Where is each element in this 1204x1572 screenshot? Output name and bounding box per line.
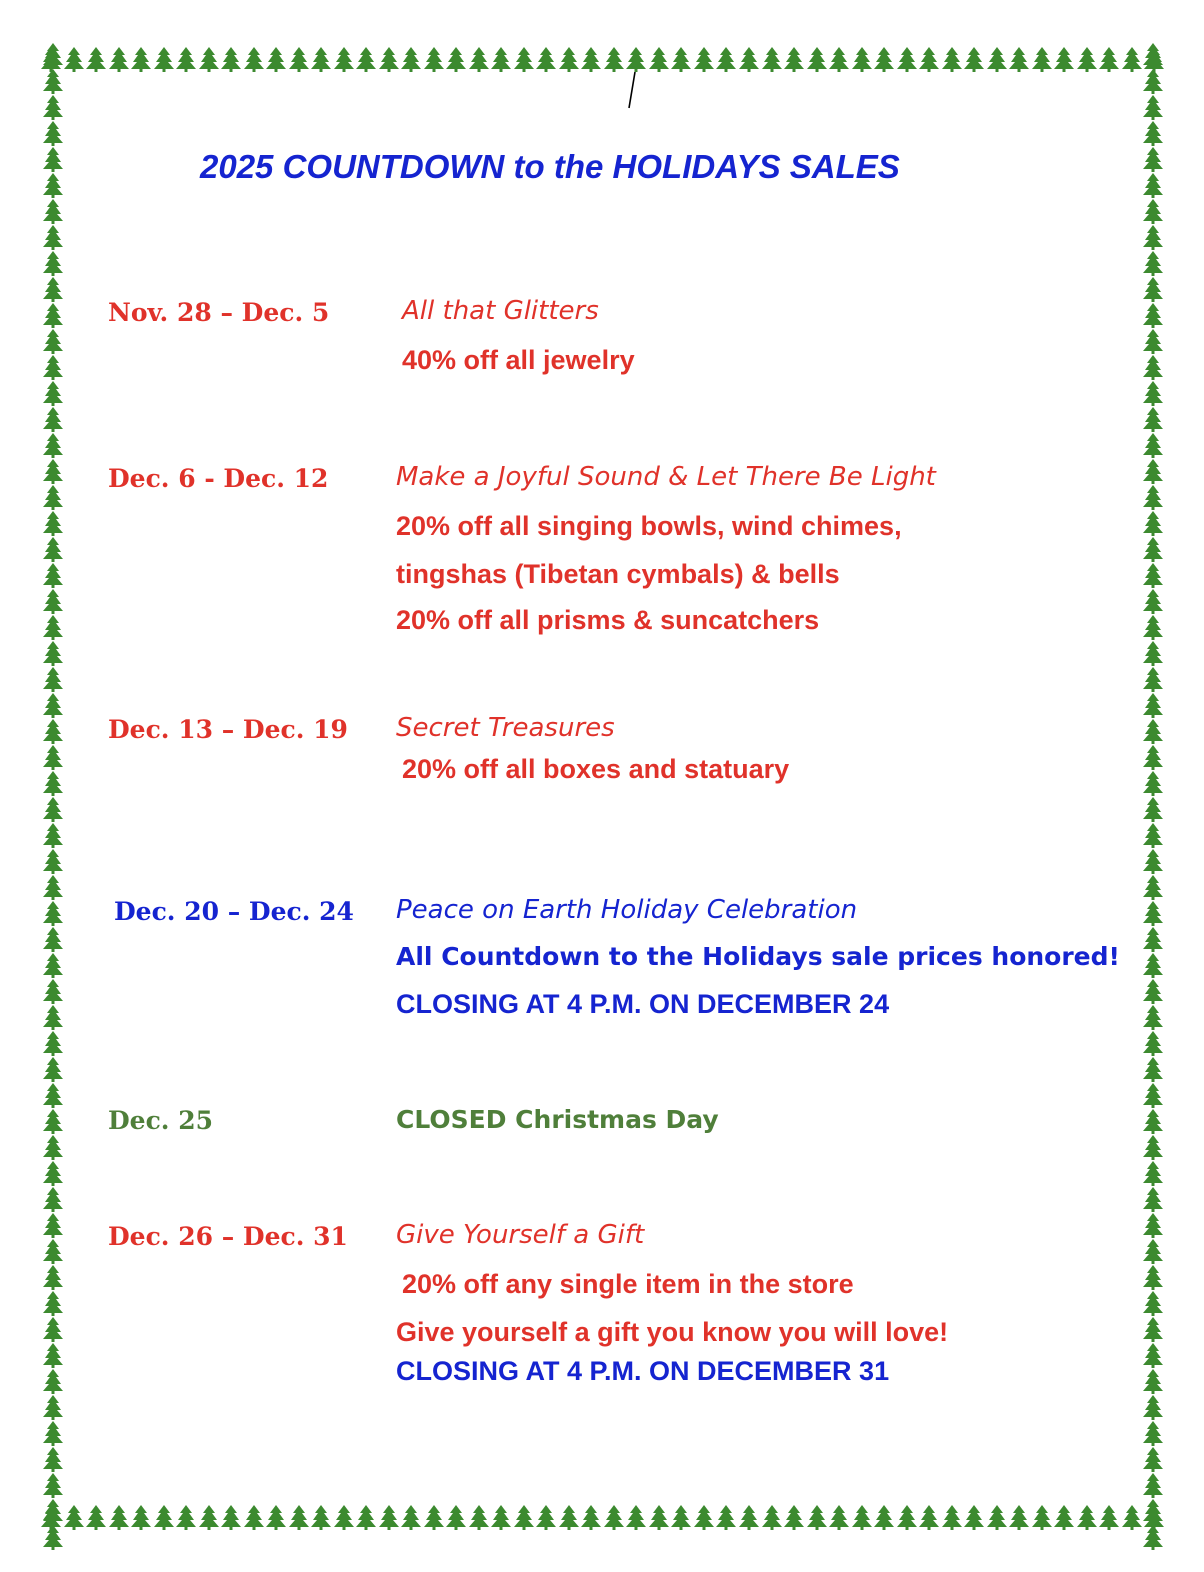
- section-4-theme: Peace on Earth Holiday Celebration: [396, 895, 858, 925]
- christmas-tree-icon: [445, 1504, 467, 1530]
- christmas-tree-icon: [1053, 46, 1075, 72]
- christmas-tree-icon: [1142, 1472, 1164, 1498]
- christmas-tree-icon: [42, 328, 64, 354]
- christmas-tree-icon: [42, 1394, 64, 1420]
- christmas-tree-icon: [42, 848, 64, 874]
- christmas-tree-icon: [558, 1504, 580, 1530]
- christmas-tree-icon: [42, 1498, 64, 1524]
- christmas-tree-icon: [1142, 926, 1164, 952]
- christmas-tree-icon: [580, 1504, 602, 1530]
- christmas-tree-icon: [828, 1504, 850, 1530]
- christmas-tree-icon: [42, 380, 64, 406]
- christmas-tree-icon: [42, 1212, 64, 1238]
- christmas-tree-icon: [1142, 1264, 1164, 1290]
- christmas-tree-icon: [873, 46, 895, 72]
- christmas-tree-icon: [1008, 46, 1030, 72]
- christmas-tree-icon: [1076, 1504, 1098, 1530]
- christmas-tree-icon: [445, 46, 467, 72]
- christmas-tree-icon: [42, 1108, 64, 1134]
- christmas-tree-icon: [42, 614, 64, 640]
- christmas-tree-icon: [1142, 978, 1164, 1004]
- christmas-tree-icon: [1142, 1212, 1164, 1238]
- christmas-tree-icon: [198, 1504, 220, 1530]
- christmas-tree-icon: [42, 198, 64, 224]
- christmas-tree-icon: [1142, 406, 1164, 432]
- christmas-tree-icon: [42, 1134, 64, 1160]
- christmas-tree-icon: [828, 46, 850, 72]
- christmas-tree-icon: [1098, 1504, 1120, 1530]
- christmas-tree-icon: [806, 46, 828, 72]
- section-2-promo-1: 20% off all singing bowls, wind chimes,: [396, 511, 902, 541]
- christmas-tree-icon: [986, 1504, 1008, 1530]
- christmas-tree-icon: [896, 46, 918, 72]
- christmas-tree-icon: [761, 1504, 783, 1530]
- christmas-tree-icon: [108, 46, 130, 72]
- christmas-tree-icon: [1053, 1504, 1075, 1530]
- christmas-tree-icon: [42, 1316, 64, 1342]
- christmas-tree-icon: [130, 1504, 152, 1530]
- christmas-tree-icon: [42, 302, 64, 328]
- christmas-tree-icon: [243, 46, 265, 72]
- christmas-tree-icon: [1142, 848, 1164, 874]
- slash-mark: [627, 70, 637, 110]
- christmas-tree-icon: [153, 46, 175, 72]
- christmas-tree-icon: [1142, 250, 1164, 276]
- section-3-promo: 20% off all boxes and statuary: [402, 754, 790, 784]
- christmas-tree-icon: [670, 46, 692, 72]
- christmas-tree-icon: [1142, 1290, 1164, 1316]
- christmas-tree-icon: [1142, 588, 1164, 614]
- christmas-tree-icon: [1076, 46, 1098, 72]
- christmas-tree-icon: [175, 1504, 197, 1530]
- christmas-tree-icon: [85, 1504, 107, 1530]
- christmas-tree-icon: [1142, 666, 1164, 692]
- christmas-tree-icon: [130, 46, 152, 72]
- christmas-tree-icon: [603, 1504, 625, 1530]
- christmas-tree-icon: [535, 46, 557, 72]
- christmas-tree-icon: [1142, 536, 1164, 562]
- christmas-tree-icon: [42, 1420, 64, 1446]
- christmas-tree-icon: [1142, 1108, 1164, 1134]
- christmas-tree-icon: [1142, 1498, 1164, 1524]
- christmas-tree-icon: [490, 46, 512, 72]
- christmas-tree-icon: [1142, 172, 1164, 198]
- section-3-date: Dec. 13 – Dec. 19: [108, 715, 348, 744]
- christmas-tree-icon: [738, 1504, 760, 1530]
- christmas-tree-icon: [648, 46, 670, 72]
- christmas-tree-icon: [1098, 46, 1120, 72]
- christmas-tree-icon: [468, 46, 490, 72]
- christmas-tree-icon: [85, 46, 107, 72]
- christmas-tree-icon: [220, 1504, 242, 1530]
- section-5-date: Dec. 25: [108, 1106, 214, 1135]
- christmas-tree-icon: [783, 1504, 805, 1530]
- tree-border-right: [1138, 42, 1168, 1530]
- christmas-tree-icon: [42, 1290, 64, 1316]
- christmas-tree-icon: [42, 1524, 64, 1550]
- christmas-tree-icon: [42, 666, 64, 692]
- christmas-tree-icon: [42, 952, 64, 978]
- section-6-promo-1: 20% off any single item in the store: [402, 1269, 854, 1299]
- christmas-tree-icon: [333, 1504, 355, 1530]
- christmas-tree-icon: [1142, 1134, 1164, 1160]
- christmas-tree-icon: [1031, 46, 1053, 72]
- christmas-tree-icon: [42, 1056, 64, 1082]
- christmas-tree-icon: [1142, 900, 1164, 926]
- christmas-tree-icon: [715, 46, 737, 72]
- christmas-tree-icon: [1142, 1160, 1164, 1186]
- christmas-tree-icon: [1142, 744, 1164, 770]
- christmas-tree-icon: [310, 46, 332, 72]
- section-6-date: Dec. 26 – Dec. 31: [108, 1222, 348, 1251]
- section-5-theme: CLOSED Christmas Day: [396, 1105, 719, 1134]
- christmas-tree-icon: [400, 46, 422, 72]
- christmas-tree-icon: [42, 692, 64, 718]
- christmas-tree-icon: [941, 46, 963, 72]
- christmas-tree-icon: [42, 458, 64, 484]
- christmas-tree-icon: [986, 46, 1008, 72]
- christmas-tree-icon: [42, 250, 64, 276]
- christmas-tree-icon: [220, 46, 242, 72]
- christmas-tree-icon: [1142, 354, 1164, 380]
- section-2-promo-3: 20% off all prisms & suncatchers: [396, 605, 820, 635]
- christmas-tree-icon: [535, 1504, 557, 1530]
- christmas-tree-icon: [42, 1368, 64, 1394]
- christmas-tree-icon: [42, 1030, 64, 1056]
- christmas-tree-icon: [1142, 42, 1164, 68]
- christmas-tree-icon: [1142, 328, 1164, 354]
- christmas-tree-icon: [1142, 874, 1164, 900]
- christmas-tree-icon: [42, 822, 64, 848]
- christmas-tree-icon: [1142, 510, 1164, 536]
- christmas-tree-icon: [42, 744, 64, 770]
- section-4-closing: CLOSING AT 4 P.M. ON DECEMBER 24: [396, 989, 890, 1019]
- christmas-tree-icon: [580, 46, 602, 72]
- christmas-tree-icon: [558, 46, 580, 72]
- christmas-tree-icon: [42, 510, 64, 536]
- christmas-tree-icon: [42, 68, 64, 94]
- christmas-tree-icon: [1142, 458, 1164, 484]
- christmas-tree-icon: [1142, 1394, 1164, 1420]
- christmas-tree-icon: [42, 536, 64, 562]
- tree-border-top: [40, 42, 1166, 72]
- christmas-tree-icon: [42, 484, 64, 510]
- christmas-tree-icon: [42, 640, 64, 666]
- section-2-date: Dec. 6 - Dec. 12: [108, 464, 329, 493]
- christmas-tree-icon: [918, 1504, 940, 1530]
- christmas-tree-icon: [963, 46, 985, 72]
- christmas-tree-icon: [355, 46, 377, 72]
- christmas-tree-icon: [1142, 120, 1164, 146]
- section-2-promo-2: tingshas (Tibetan cymbals) & bells: [396, 559, 840, 589]
- christmas-tree-icon: [715, 1504, 737, 1530]
- christmas-tree-icon: [175, 46, 197, 72]
- section-3-theme: Secret Treasures: [396, 713, 615, 743]
- christmas-tree-icon: [963, 1504, 985, 1530]
- christmas-tree-icon: [1142, 94, 1164, 120]
- christmas-tree-icon: [806, 1504, 828, 1530]
- section-6-theme: Give Yourself a Gift: [396, 1220, 645, 1250]
- christmas-tree-icon: [42, 172, 64, 198]
- christmas-tree-icon: [42, 900, 64, 926]
- christmas-tree-icon: [42, 94, 64, 120]
- christmas-tree-icon: [42, 276, 64, 302]
- christmas-tree-icon: [42, 796, 64, 822]
- page-title: 2025 COUNTDOWN to the HOLIDAYS SALES: [200, 148, 900, 185]
- christmas-tree-icon: [1142, 432, 1164, 458]
- christmas-tree-icon: [42, 1446, 64, 1472]
- christmas-tree-icon: [1142, 484, 1164, 510]
- christmas-tree-icon: [625, 1504, 647, 1530]
- christmas-tree-icon: [1142, 1420, 1164, 1446]
- christmas-tree-icon: [1142, 224, 1164, 250]
- christmas-tree-icon: [1008, 1504, 1030, 1530]
- christmas-tree-icon: [513, 46, 535, 72]
- christmas-tree-icon: [42, 42, 64, 68]
- christmas-tree-icon: [1142, 640, 1164, 666]
- christmas-tree-icon: [288, 46, 310, 72]
- tree-border-left: [38, 42, 68, 1530]
- section-1-theme: All that Glitters: [402, 296, 599, 326]
- christmas-tree-icon: [42, 770, 64, 796]
- christmas-tree-icon: [243, 1504, 265, 1530]
- christmas-tree-icon: [1031, 1504, 1053, 1530]
- christmas-tree-icon: [1142, 1368, 1164, 1394]
- christmas-tree-icon: [1142, 302, 1164, 328]
- christmas-tree-icon: [310, 1504, 332, 1530]
- christmas-tree-icon: [42, 1264, 64, 1290]
- christmas-tree-icon: [42, 354, 64, 380]
- christmas-tree-icon: [265, 46, 287, 72]
- christmas-tree-icon: [738, 46, 760, 72]
- christmas-tree-icon: [1142, 1186, 1164, 1212]
- christmas-tree-icon: [1142, 796, 1164, 822]
- christmas-tree-icon: [1142, 614, 1164, 640]
- christmas-tree-icon: [896, 1504, 918, 1530]
- christmas-tree-icon: [1142, 1316, 1164, 1342]
- christmas-tree-icon: [490, 1504, 512, 1530]
- christmas-tree-icon: [153, 1504, 175, 1530]
- christmas-tree-icon: [42, 1186, 64, 1212]
- christmas-tree-icon: [42, 1160, 64, 1186]
- christmas-tree-icon: [400, 1504, 422, 1530]
- christmas-tree-icon: [1142, 1082, 1164, 1108]
- christmas-tree-icon: [1142, 1342, 1164, 1368]
- christmas-tree-icon: [42, 874, 64, 900]
- christmas-tree-icon: [1142, 198, 1164, 224]
- christmas-tree-icon: [468, 1504, 490, 1530]
- christmas-tree-icon: [42, 120, 64, 146]
- christmas-tree-icon: [42, 146, 64, 172]
- christmas-tree-icon: [42, 432, 64, 458]
- christmas-tree-icon: [355, 1504, 377, 1530]
- christmas-tree-icon: [42, 926, 64, 952]
- christmas-tree-icon: [333, 46, 355, 72]
- christmas-tree-icon: [1142, 146, 1164, 172]
- christmas-tree-icon: [1142, 692, 1164, 718]
- tree-border-bottom: [40, 1500, 1166, 1530]
- christmas-tree-icon: [1142, 952, 1164, 978]
- christmas-tree-icon: [423, 1504, 445, 1530]
- christmas-tree-icon: [670, 1504, 692, 1530]
- christmas-tree-icon: [783, 46, 805, 72]
- christmas-tree-icon: [1142, 1030, 1164, 1056]
- christmas-tree-icon: [42, 224, 64, 250]
- christmas-tree-icon: [1142, 276, 1164, 302]
- section-4-date: Dec. 20 – Dec. 24: [114, 897, 354, 926]
- christmas-tree-icon: [42, 1004, 64, 1030]
- christmas-tree-icon: [42, 588, 64, 614]
- christmas-tree-icon: [625, 46, 647, 72]
- christmas-tree-icon: [1142, 1238, 1164, 1264]
- christmas-tree-icon: [265, 1504, 287, 1530]
- christmas-tree-icon: [851, 1504, 873, 1530]
- christmas-tree-icon: [1142, 1004, 1164, 1030]
- christmas-tree-icon: [108, 1504, 130, 1530]
- christmas-tree-icon: [918, 46, 940, 72]
- christmas-tree-icon: [42, 978, 64, 1004]
- christmas-tree-icon: [42, 718, 64, 744]
- christmas-tree-icon: [42, 406, 64, 432]
- christmas-tree-icon: [1142, 562, 1164, 588]
- section-6-promo-2: Give yourself a gift you know you will love!: [396, 1317, 949, 1347]
- christmas-tree-icon: [1142, 1446, 1164, 1472]
- christmas-tree-icon: [1142, 822, 1164, 848]
- christmas-tree-icon: [42, 1342, 64, 1368]
- christmas-tree-icon: [42, 1082, 64, 1108]
- christmas-tree-icon: [198, 46, 220, 72]
- christmas-tree-icon: [42, 562, 64, 588]
- christmas-tree-icon: [42, 1238, 64, 1264]
- christmas-tree-icon: [1142, 1524, 1164, 1550]
- christmas-tree-icon: [761, 46, 783, 72]
- christmas-tree-icon: [648, 1504, 670, 1530]
- section-1-date: Nov. 28 – Dec. 5: [108, 298, 330, 327]
- christmas-tree-icon: [693, 1504, 715, 1530]
- christmas-tree-icon: [603, 46, 625, 72]
- christmas-tree-icon: [42, 1472, 64, 1498]
- christmas-tree-icon: [1142, 718, 1164, 744]
- christmas-tree-icon: [378, 46, 400, 72]
- christmas-tree-icon: [1142, 380, 1164, 406]
- christmas-tree-icon: [941, 1504, 963, 1530]
- christmas-tree-icon: [423, 46, 445, 72]
- christmas-tree-icon: [873, 1504, 895, 1530]
- christmas-tree-icon: [1142, 770, 1164, 796]
- section-2-theme: Make a Joyful Sound & Let There Be Light: [396, 462, 936, 492]
- christmas-tree-icon: [1142, 1056, 1164, 1082]
- christmas-tree-icon: [851, 46, 873, 72]
- section-1-promo: 40% off all jewelry: [402, 345, 635, 375]
- christmas-tree-icon: [513, 1504, 535, 1530]
- christmas-tree-icon: [693, 46, 715, 72]
- christmas-tree-icon: [288, 1504, 310, 1530]
- christmas-tree-icon: [378, 1504, 400, 1530]
- christmas-tree-icon: [1142, 68, 1164, 94]
- section-4-note: All Countdown to the Holidays sale prices honored!: [396, 942, 1120, 971]
- section-6-closing: CLOSING AT 4 P.M. ON DECEMBER 31: [396, 1356, 890, 1386]
